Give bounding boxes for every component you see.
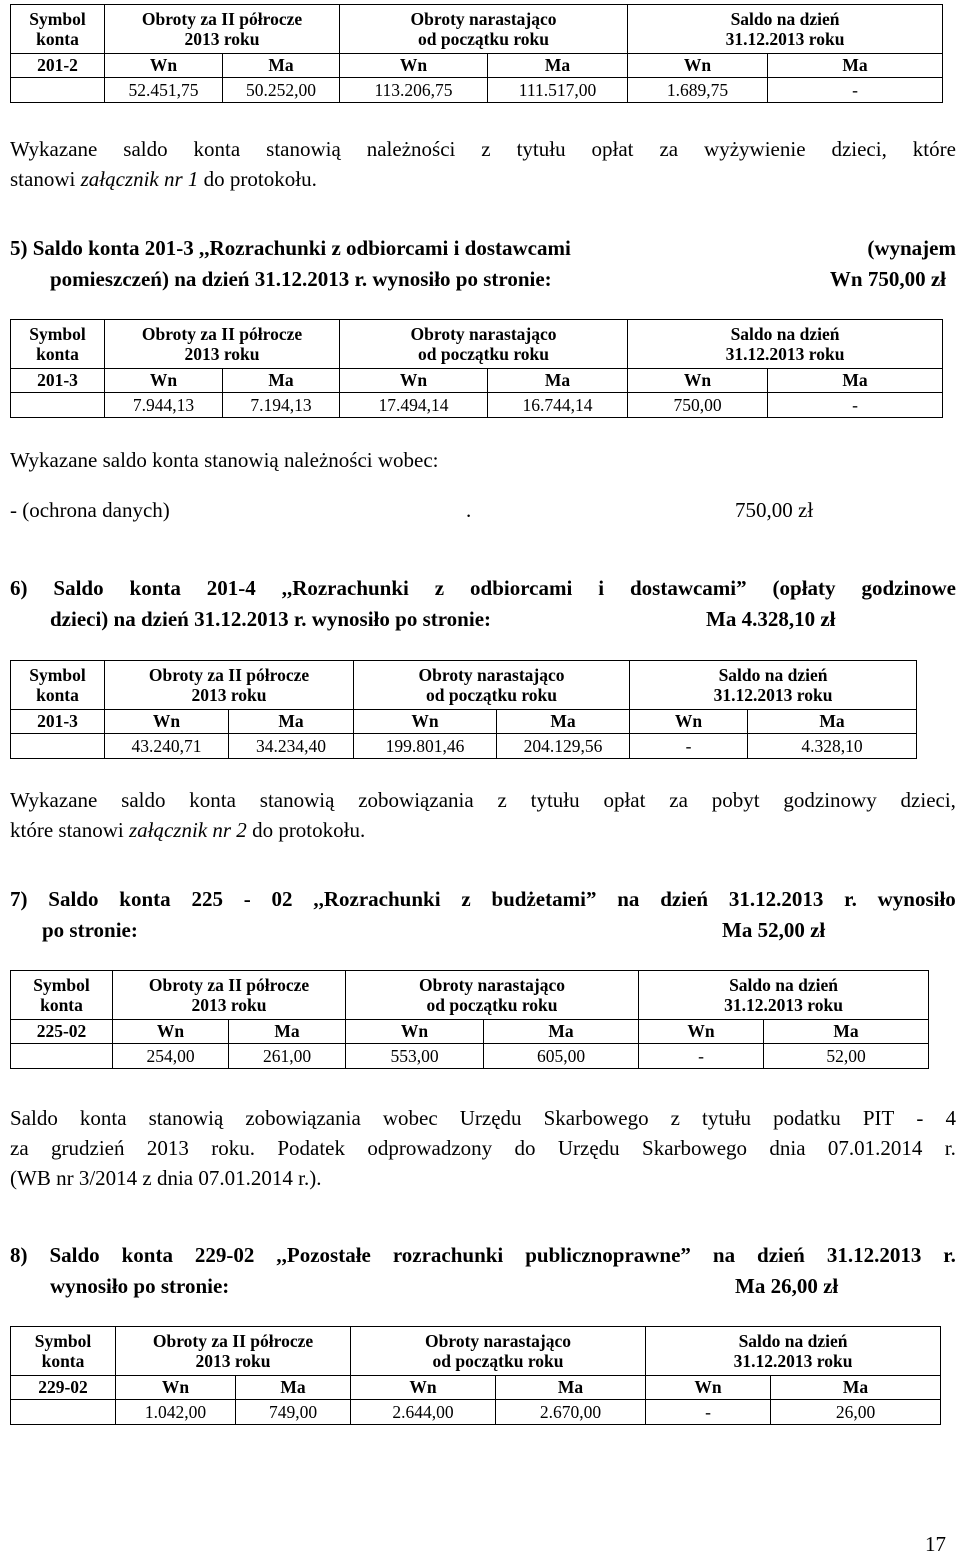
table-header-row	[11, 5, 943, 54]
section-6-amount: Ma 4.328,10 zł	[706, 607, 836, 631]
table-header-row: Symbol konta Obroty za II półrocze 2013 roku Obroty narastająco od początku roku Saldo na dzień 31.12.2013 roku	[11, 971, 929, 1020]
table-row	[11, 78, 943, 103]
paragraph-tax: Saldo konta stanowią zobowiązania wobec Urzędu Skarbowego z tytułu podatku PIT - 4 za grudzień 2013 roku. Podatek odprowadzony do Urzędu Skarbowego dnia 07.01.2014 r. (WB nr 3/2014 z dnia 07.01.2014 r.).	[10, 1106, 956, 1190]
account-symbol: 201-3	[11, 710, 105, 734]
cumulative-header: Obroty narastająco od początku roku	[340, 5, 628, 54]
wn-ma-row: 229-02 Wn Ma Wn Ma Wn Ma	[11, 1376, 941, 1400]
balance-table-201-4	[10, 660, 917, 759]
symbol-header: Symbol konta	[11, 5, 105, 54]
section-7-amount: Ma 52,00 zł	[722, 918, 826, 942]
table-header-row: Symbol konta Obroty za II półrocze 2013 roku Obroty narastająco od początku roku Saldo na dzień 31.12.2013 roku	[11, 1327, 941, 1376]
account-symbol: 201-3	[11, 369, 105, 393]
paragraph-201-2: Wykazane saldo konta stanowią należności z tytułu opłat za wyżywienie dzieci, które stanowi załącznik nr 1 do protokołu.	[10, 137, 956, 191]
attachment-ref: załącznik nr 1	[80, 167, 199, 191]
section-7-heading: 7) Saldo konta 225 - 02 ,,Rozrachunki z budżetami” na dzień 31.12.2013 r. wynosiło po stronie: Ma 52,00 zł	[10, 884, 956, 946]
table-row: 1.042,00 749,00 2.644,00 2.670,00 - 26,00	[11, 1400, 941, 1425]
half-wn-value: 52.451,75	[105, 78, 223, 103]
cum-ma-value: 111.517,00	[488, 78, 628, 103]
section-8-amount: Ma 26,00 zł	[735, 1274, 839, 1298]
account-symbol: 229-02	[11, 1376, 116, 1400]
section-5-heading: 5) Saldo konta 201-3 ,,Rozrachunki z odbiorcami i dostawcami (wynajem pomieszczeń) na dzień 31.12.2013 r. wynosiło po stronie: Wn 750,00 zł	[10, 233, 956, 295]
party-name: - (ochrona danych)	[10, 498, 170, 522]
cum-wn-value: 113.206,75	[340, 78, 488, 103]
attachment-ref: załącznik nr 2	[128, 818, 247, 842]
account-symbol: 201-2	[11, 54, 105, 78]
table-row: 43.240,71 34.234,40 199.801,46 204.129,56 - 4.328,10	[11, 734, 917, 759]
balance-table-225-02	[10, 970, 929, 1069]
saldo-wn-value: 1.689,75	[628, 78, 768, 103]
balance-table-201-3	[10, 319, 943, 418]
balance-table-229-02	[10, 1326, 941, 1425]
saldo-header: Saldo na dzień 31.12.2013 roku	[628, 5, 943, 54]
balance-table-201-2	[10, 4, 943, 103]
receivable-amount: 750,00 zł	[735, 498, 814, 522]
wn-ma-row: 201-2 Wn Ma Wn Ma Wn Ma	[11, 54, 943, 78]
table-header-row: Symbol konta Obroty za II półrocze 2013 roku Obroty narastająco od początku roku Saldo na dzień 31.12.2013 roku	[11, 661, 917, 710]
paragraph-receivables: Wykazane saldo konta stanowią należności wobec:	[10, 448, 439, 472]
section-8-heading: 8) Saldo konta 229-02 ,,Pozostałe rozrachunki publicznoprawne” na dzień 31.12.2013 r. wynosiło po stronie: Ma 26,00 zł	[10, 1240, 956, 1302]
wn-ma-row: 201-3 Wn Ma Wn Ma Wn Ma	[11, 710, 917, 734]
table-row: 7.944,13 7.194,13 17.494,14 16.744,14 750,00 -	[11, 393, 943, 418]
paragraph-201-4: Wykazane saldo konta stanowią zobowiązania z tytułu opłat za pobyt godzinowy dzieci, które stanowi załącznik nr 2 do protokołu.	[10, 788, 956, 842]
page-number: 17	[925, 1532, 946, 1556]
account-symbol: 225-02	[11, 1020, 113, 1044]
half-year-header: Obroty za II półrocze 2013 roku	[105, 5, 340, 54]
wn-ma-row: 225-02 Wn Ma Wn Ma Wn Ma	[11, 1020, 929, 1044]
half-ma-value: 50.252,00	[223, 78, 340, 103]
section-6-heading: 6) Saldo konta 201-4 ,,Rozrachunki z odbiorcami i dostawcami” (opłaty godzinowe dzieci) na dzień 31.12.2013 r. wynosiło po stronie: Ma 4.328,10 zł	[10, 573, 956, 635]
table-row: 254,00 261,00 553,00 605,00 - 52,00	[11, 1044, 929, 1069]
table-header-row: Symbol konta Obroty za II półrocze 2013 roku Obroty narastająco od początku roku Saldo na dzień 31.12.2013 roku	[11, 320, 943, 369]
section-5-amount: Wn 750,00 zł	[829, 267, 946, 291]
saldo-ma-value: -	[768, 78, 943, 103]
wn-ma-row: 201-3 Wn Ma Wn Ma Wn Ma	[11, 369, 943, 393]
